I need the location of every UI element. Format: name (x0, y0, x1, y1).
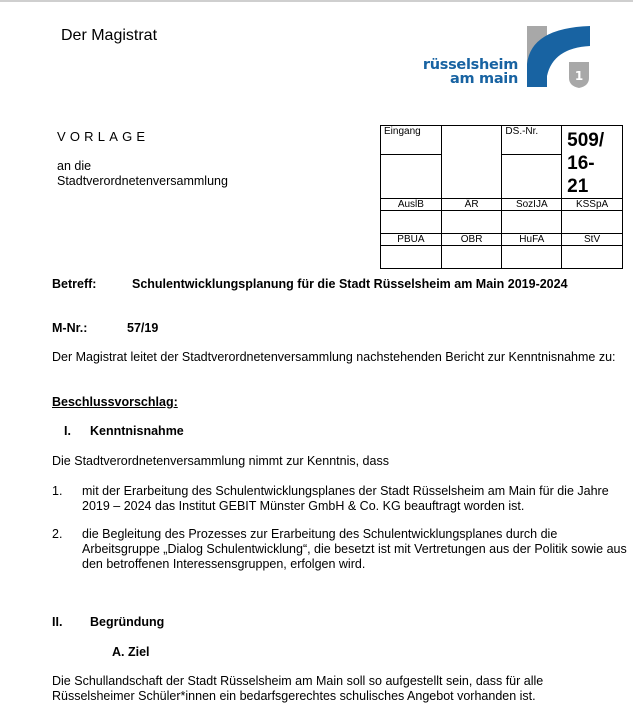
ds-nr-value-cell (562, 126, 623, 199)
list-item-text: mit der Erarbeitung des Schulentwicklungsplanes der Stadt Rüsselsheim am Main für die Jahre 2019 – 2024 das Institut GEBIT Münster GmbH & Co. KG beauftragt worden ist. (82, 484, 609, 513)
committee-value-cell (562, 246, 623, 269)
committee-label: PBUA (381, 234, 442, 246)
m-nr-label: M-Nr.: (52, 321, 88, 335)
list-item-number: 2. (52, 527, 63, 541)
beschluss-heading-text: Beschlussvorschlag (52, 395, 174, 409)
document-type-title: VORLAGE (57, 129, 150, 144)
section-1-intro: Die Stadtverordnetenversammlung nimmt zur Kenntnis, dass (52, 454, 389, 468)
ds-nr-line-3: 21 (567, 176, 589, 197)
committee-label: SozIJA (502, 199, 562, 211)
committee-label: ÄR (441, 199, 502, 211)
recipient (57, 159, 228, 189)
eingang-cell: Eingang (381, 126, 442, 155)
logo-line-2: am main (449, 71, 518, 87)
eingang-date-cell (441, 126, 502, 199)
intro-paragraph: Der Magistrat leitet der Stadtverordnetenversammlung nachstehenden Bericht zur Kenntnisnahme zu: (52, 350, 616, 364)
section-1-title: Kenntnisnahme (90, 424, 184, 438)
committee-value-cell (381, 246, 442, 269)
beschluss-heading (52, 395, 178, 410)
city-logo-wordmark (418, 58, 518, 86)
committee-value-cell (441, 211, 502, 234)
betreff-label: Betreff: (52, 277, 97, 291)
recipient-line-2: Stadtverordnetenversammlung (57, 174, 228, 188)
recipient-line-1: an die (57, 159, 92, 173)
svg-text:1: 1 (574, 69, 584, 83)
committee-label: StV (562, 234, 623, 246)
committee-label: AuslB (381, 199, 442, 211)
city-logo-icon (525, 24, 593, 95)
list-item-number: 1. (52, 484, 63, 498)
committee-value-cell (381, 211, 442, 234)
committee-label: OBR (441, 234, 502, 246)
subsection-title: A. Ziel (112, 645, 150, 659)
ds-nr-line-1: 509/ (567, 130, 605, 151)
betreff-value: Schulentwicklungsplanung für die Stadt Rüsselsheim am Main 2019-2024 (132, 277, 568, 291)
list-item-text: die Begleitung des Prozesses zur Erarbeitung des Schulentwicklungsplanes durch die Arbeitsgruppe „Dialog Schulentwicklung“, die besetzt ist mit Vertretungen aus der Politik sowie aus den betroffenen Interessensgruppen, erfolgen wird. (82, 527, 627, 571)
issuer-heading: Der Magistrat (61, 27, 158, 44)
ds-nr-label-cell: DS.-Nr. (502, 126, 562, 155)
section-2-title: Begründung (90, 615, 165, 629)
page-top-edge (0, 0, 633, 2)
committee-label: KSSpA (562, 199, 623, 211)
m-nr-value: 57/19 (127, 321, 159, 335)
ds-nr-empty-cell (502, 155, 562, 199)
committee-value-cell (562, 211, 623, 234)
eingang-value-cell (381, 155, 442, 199)
committee-value-cell (502, 211, 562, 234)
routing-table (380, 125, 623, 269)
beschluss-heading-colon: : (173, 395, 178, 409)
section-1-number: I. (64, 424, 71, 438)
ziel-paragraph: Die Schullandschaft der Stadt Rüsselsheim am Main soll so aufgestellt sein, dass für alle Rüsselsheimer Schüler*innen ein bedarfsgerechtes schulisches Angebot vorhanden ist. (52, 674, 544, 703)
ds-nr-line-2: 16- (567, 153, 595, 174)
committee-value-cell (502, 246, 562, 269)
committee-value-cell (441, 246, 502, 269)
logo-line-1: rüsselsheim (422, 57, 518, 73)
section-2-number: II. (52, 615, 63, 629)
committee-label: HuFA (502, 234, 562, 246)
